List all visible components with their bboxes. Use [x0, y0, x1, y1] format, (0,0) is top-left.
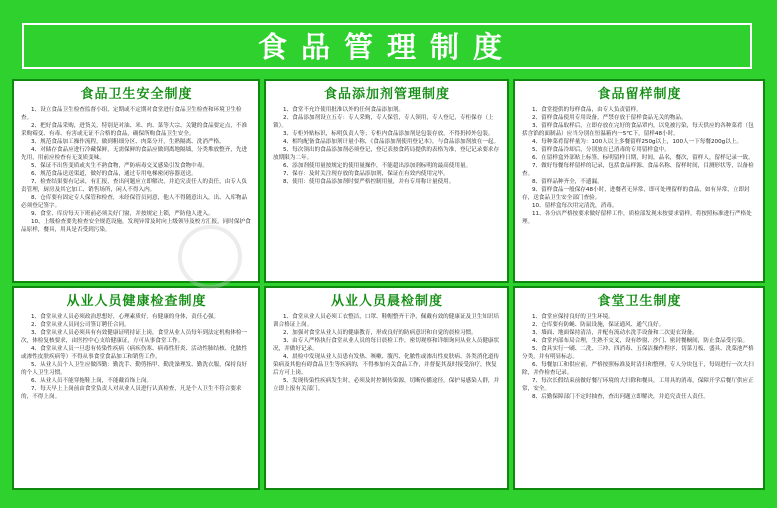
rule-item: 1、食堂应保持良好的卫生环境。 — [532, 314, 614, 320]
rule-item: 5、留样食品冷却后，分别放在已消毒的专用留样盒中。 — [532, 147, 670, 153]
rule-item: 3、留样食品取样后，立即存放在完好的食品罩内，以免被污染，每天供应的各种菜肴（包括含馅的面制品）应当分别在恒温箱内一5℃下，留样48小时。 — [522, 123, 754, 137]
rule-item: 6、从业人员不能穿拖鞋上岗，不能戴首饰上岗。 — [31, 378, 153, 384]
rule-item: 4、食堂从业人员一旦患有传染性疾病（病疾伤寒、病毒性肝炎、活动性肺结核、化脓性或渗性皮肤疾病等）不得从事食堂食品加工和销售工作。 — [21, 346, 248, 360]
rule-item: 5、每次领出的食品添加剂必须登记，登记表按食药局提供的表格为准，登记记录要求存放期限为二年。 — [273, 147, 500, 161]
title-frame — [22, 23, 752, 69]
rule-item: 5、发现传染性疾病发生时，必须及时控制传染源，切断传播途径，保护易感染人群，并立即上报有关部门。 — [273, 378, 500, 392]
rule-item: 2、加强对食堂从业人员的健康教育，形成良好的防病意识和自觉的晨检习惯。 — [283, 330, 477, 336]
rule-item: 3、规范食品加工操作流程，做到粗细分区、肉菜分开，生熟隔离、洗消严格。 — [31, 139, 225, 145]
panel-heading: 食堂卫生制度 — [597, 294, 682, 309]
panel-food-additive — [264, 79, 509, 283]
rule-item: 7、保存：及时关注现存放的食品添加剂，保证在有效内使用完毕。 — [283, 171, 449, 177]
panel-food-hygiene-safety — [12, 79, 260, 283]
rule-item: 8、使用：使用食品添加剂时要严格控制用量，并有专用称计量使用。 — [283, 179, 455, 185]
rule-item: 4、对储存食品应进行冷藏保鲜，无需保鲜的食品应做到离地隔墙，分类堆放整齐，先进先用，用前应检查有无变质变味。 — [21, 147, 248, 161]
rule-item: 4、晨检中发现从业人员患有发热、咳嗽、腹泻、化脓性或渗出性皮肤病、各类消化道传染病及其他有碍食品卫生等疾病的，不得参加有关食品工作，并督促其及时接受治疗，恢复后方可上岗。 — [273, 354, 500, 376]
panel-heading: 食品留样制度 — [597, 87, 682, 102]
rule-list — [21, 313, 252, 401]
rule-item: 1、食堂从业人员必须政治思想好，心理素质好，有健康的身体，责任心强。 — [31, 314, 220, 320]
rule-item: 1、食堂从业人员必须工衣整洁，口罩、鞋帽整齐干净，佩戴有效的健康证及卫生知识培训合格证上岗。 — [273, 314, 500, 328]
rule-item: 3、由专人严格执行食堂从业人员的每日晨检工作，密切观察和详细询问从业人员健康状况，并做好记录。 — [273, 338, 500, 352]
rule-item: 11、各分店严格按要求做好留样工作，质检部发现未按要求留样，将按照标准进行严格处理。 — [522, 211, 752, 225]
panel-heading: 从业人员晨检制度 — [330, 294, 443, 309]
panel-staff-health-check — [12, 286, 260, 490]
rule-item: 2、留样食品使用专用设备，严禁存放于留样食品无关的物品。 — [532, 115, 687, 121]
rule-item: 7、每天早上上岗前由食堂负责人对从业人员进行认真检查，凡是个人卫生不符合要求的，不得上岗。 — [21, 386, 242, 400]
rule-item: 2、食堂从业人员同公司签订聘任合同。 — [31, 322, 130, 328]
panel-heading: 食品添加剂管理制度 — [323, 87, 450, 102]
rule-item: 8、仓库要有固定专人保管和检查，未经保管员同意，他人不得随意出入，出、入库物品必须登记签字。 — [21, 195, 248, 209]
rule-item: 1、设立食品卫生检查监督小组，定期或不定期对食堂进行食品卫生检查和环境卫生检查。 — [21, 107, 242, 121]
panel-heading: 从业人员健康检查制度 — [66, 294, 207, 309]
rule-item: 4、食堂内部布局合理，生熟不交叉，设有纱窗、沙门、密封餐橱间，防止食品受污染。 — [532, 338, 749, 344]
rule-item: 9、食堂、库房每天下班前必须关好门窗，并按规定上锁，严防他人进入。 — [31, 211, 214, 217]
page-title: 食品管理制度 — [257, 30, 516, 64]
rule-item: 1、食堂不允许使用批准以外的任何食品添加剂。 — [283, 107, 405, 113]
panel-staff-morning-check — [264, 286, 509, 490]
rule-item: 3、墙面、地面保持清洁，并配有流动水洗手设备和二次更衣设备。 — [532, 330, 698, 336]
rule-item: 10、留样盒每次用完清洗，消毒。 — [532, 203, 618, 209]
rule-item: 1、食堂提供的每样食品，由专人负责留样。 — [532, 107, 642, 113]
rule-item: 2、把好食品采购，进货关，特别是对油、米、肉、菜等大宗、关键的食品要定点，不准采购霉变、有毒、有害或无证不合格的食品，确保所购食品卫生安全。 — [21, 123, 248, 137]
panel-heading: 食品卫生安全制度 — [80, 87, 193, 102]
rule-item: 2、仓库要有防蝇、防鼠设施，保证通风、通气良好。 — [532, 322, 665, 328]
rule-list — [273, 313, 501, 393]
rule-item: 6、规范食品送送渠道，做好的食品，通过专用电梯密闭容器送送。 — [31, 171, 197, 177]
rule-item: 6、在留样盒外部贴上标签，标明留样日期，时间，品名，餐次，留样人，留样记录一致。 — [532, 155, 754, 161]
rule-item: 8、留样品种齐全，不遗漏。 — [532, 179, 603, 185]
rule-item: 3、食堂从业人员必须具有有效健康证明持证上岗，食堂从业人员每年到法定机构体检一次，体检复核要求，由医控中心支给健康证，方可从事食堂工作。 — [21, 330, 248, 344]
rule-item: 7、检查结果要有记录，有汇报，查出问题应立即解决，并追究责任人的责任，由专人负责管理，厨房及其它加工、销售场所，闲人不得入内。 — [21, 179, 248, 193]
rule-item: 5、从业人员个人卫生应做四勤：勤洗手、勤剪指甲、勤洗澡理发、勤洗衣服，保持良好的个人卫生习惯。 — [21, 362, 248, 376]
rule-item: 7、做好每餐每样留样的记录，包括食品样源、食品名称、留样时间，目测形状等，以备检查。 — [522, 163, 754, 177]
rule-list — [21, 106, 252, 234]
rule-item: 6、每餐加工和供应前，严格按照标准及时清扫和整理，专人分块包干，每周进行一次大扫除，并作检查记录。 — [522, 362, 754, 376]
panel-food-sample — [513, 79, 765, 283]
rule-list — [273, 106, 501, 186]
rule-item: 5、食具实行一刷、二洗、三冲、四消毒、五保洁操作程序，切菜刀板、盛具、洗菜池严格分类，并有明显标志。 — [522, 346, 754, 360]
rule-item: 6、添加剂使用量按规定的使用量操作，不能超出添加剂标明的最高使用量。 — [283, 163, 472, 169]
rule-list — [522, 313, 757, 401]
rule-item: 5、保证不出售变质或夹生不熟食物，严防病毒交叉感染引发食物中毒。 — [31, 163, 208, 169]
rule-list — [522, 106, 757, 226]
rule-item: 4、相均配备食品添加剂计量小称，《食品添加剂使用登记本》，与食品添加剂放在一起。 — [283, 139, 500, 145]
rule-item: 4、每种菜肴留样量为：100人以上多餐留样250g以上，100人一下每餐200g以上。 — [532, 139, 742, 145]
rule-item: 10、上级检查要先检查安全规范设施，发现异常及时向上级领导及校方汇报，同时保护食品原样，餐具，用具是否受到污染。 — [21, 219, 251, 233]
panel-canteen-hygiene — [513, 286, 765, 490]
rule-item: 9、留样食品一般保存48小时，进餐者无异常，即可处理留样的食品，如有异常，立即封存，送食品卫生安全部门查验。 — [522, 187, 750, 201]
rule-item: 8、后勤保障部门不定时抽查，查出问题立即解决，并追究责任人责任。 — [532, 394, 709, 400]
rule-item: 7、每次长假结束前做好餐厅环境的大扫除和餐具，工用具的消毒，保障开学后餐厅供应正常，安全。 — [522, 378, 754, 392]
rule-item: 3、专柜外贴标识，标明负责人等；专柜内食品添加剂是包装存放，不得扔掉外包装。 — [283, 131, 494, 137]
rule-item: 2、食品添加剂设立五专：专人采购，专人保管，专人领用，专人登记，专柜保存（上锁）。 — [273, 115, 494, 129]
